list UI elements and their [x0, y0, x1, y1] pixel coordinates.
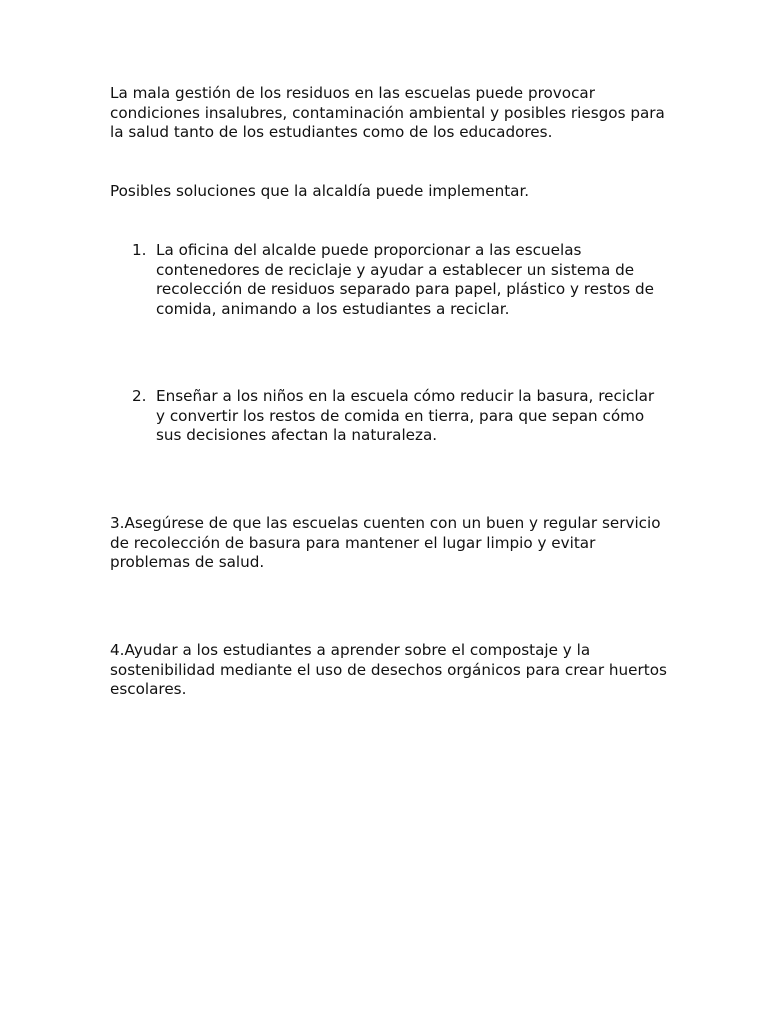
paragraph-item-4: 4.Ayudar a los estudiantes a aprender sobre el compostaje y la sostenibilidad mediante el uso de desechos orgánicos para crear huertos escolares. [110, 641, 667, 699]
list-text: La oficina del alcalde puede proporcionar a las escuelas contenedores de reciclaje y ayudar a establecer un sistema de recolección de residuos separado para papel, plástico y restos de comida, animando a los estudiantes a reciclar. [156, 241, 654, 318]
list-number: 2. [132, 387, 147, 405]
list-text: Enseñar a los niños en la escuela cómo reducir la basura, reciclar y convertir los restos de comida en tierra, para que sepan cómo sus decisiones afectan la naturaleza. [156, 387, 655, 445]
intro-paragraph: La mala gestión de los residuos en las escuelas puede provocar condiciones insalubres, contaminación ambiental y posibles riesgos para la salud tanto de los estudiantes como de los educadores. [110, 84, 665, 142]
paragraph-item-3: 3.Asegúrese de que las escuelas cuenten con un buen y regular servicio de recolección de basura para mantener el lugar limpio y evitar problemas de salud. [110, 514, 661, 572]
lead-paragraph: Posibles soluciones que la alcaldía puede implementar. [110, 182, 530, 200]
list-number: 1. [132, 241, 147, 259]
